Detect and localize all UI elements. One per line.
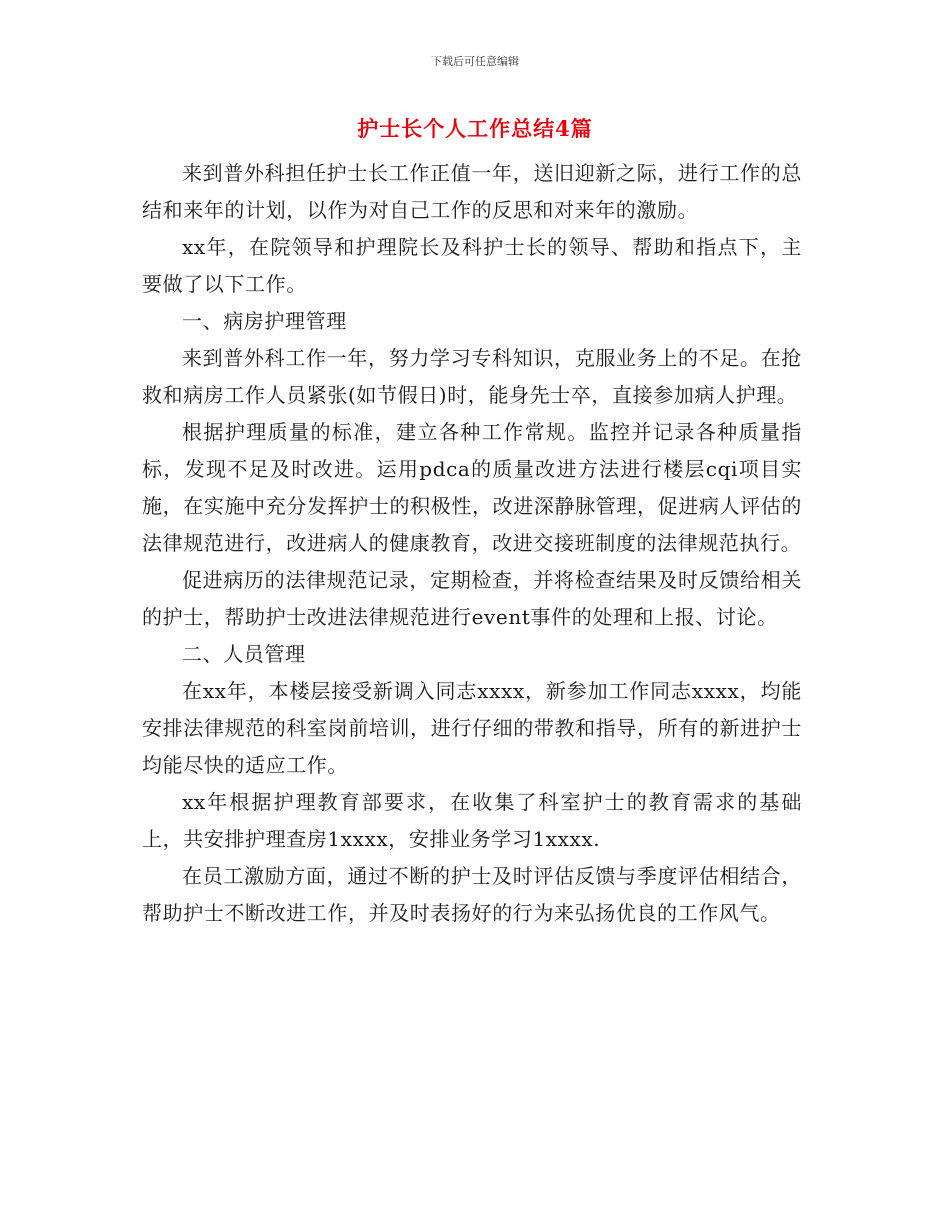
page-header-note: 下载后可任意编辑	[431, 55, 519, 68]
paragraph-education: xx年根据护理教育部要求，在收集了科室护士的教育需求的基础上，共安排护理查房1xxxx，安排业务学习1xxxx.	[142, 790, 802, 851]
paragraph-records: 促进病历的法律规范记录，定期检查，并将检查结果及时反馈给相关的护士，帮助护士改进法律规范进行event事件的处理和上报、讨论。	[142, 568, 802, 629]
document-title: 护士长个人工作总结4篇	[357, 116, 593, 141]
paragraph-new-staff: 在xx年，本楼层接受新调入同志xxxx，新参加工作同志xxxx，均能安排法律规范的科室岗前培训，进行仔细的带教和指导，所有的新进护士均能尽快的适应工作。	[142, 679, 802, 777]
section-heading-staff-management: 二、人员管理	[182, 642, 306, 666]
paragraph-ward-work: 来到普外科工作一年，努力学习专科知识，克服业务上的不足。在抢救和病房工作人员紧张(如节假日)时，能身先士卒，直接参加病人护理。	[142, 346, 802, 407]
section-heading-ward-management: 一、病房护理管理	[182, 309, 347, 333]
paragraph-quality: 根据护理质量的标准，建立各种工作常规。监控并记录各种质量指标，发现不足及时改进。运用pdca的质量改进方法进行楼层cqi项目实施，在实施中充分发挥护士的积极性，改进深静脉管理，促进病人评估的法律规范进行，改进病人的健康教育，改进交接班制度的法律规范执行。	[142, 420, 802, 555]
paragraph-overview: xx年，在院领导和护理院长及科护士长的领导、帮助和指点下，主要做了以下工作。	[142, 235, 802, 296]
paragraph-intro: 来到普外科担任护士长工作正值一年，送旧迎新之际，进行工作的总结和来年的计划，以作为对自己工作的反思和对来年的激励。	[142, 161, 802, 222]
paragraph-motivation: 在员工激励方面，通过不断的护士及时评估反馈与季度评估相结合，帮助护士不断改进工作，并及时表扬好的行为来弘扬优良的工作风气。	[142, 864, 802, 925]
document-body	[142, 155, 802, 932]
